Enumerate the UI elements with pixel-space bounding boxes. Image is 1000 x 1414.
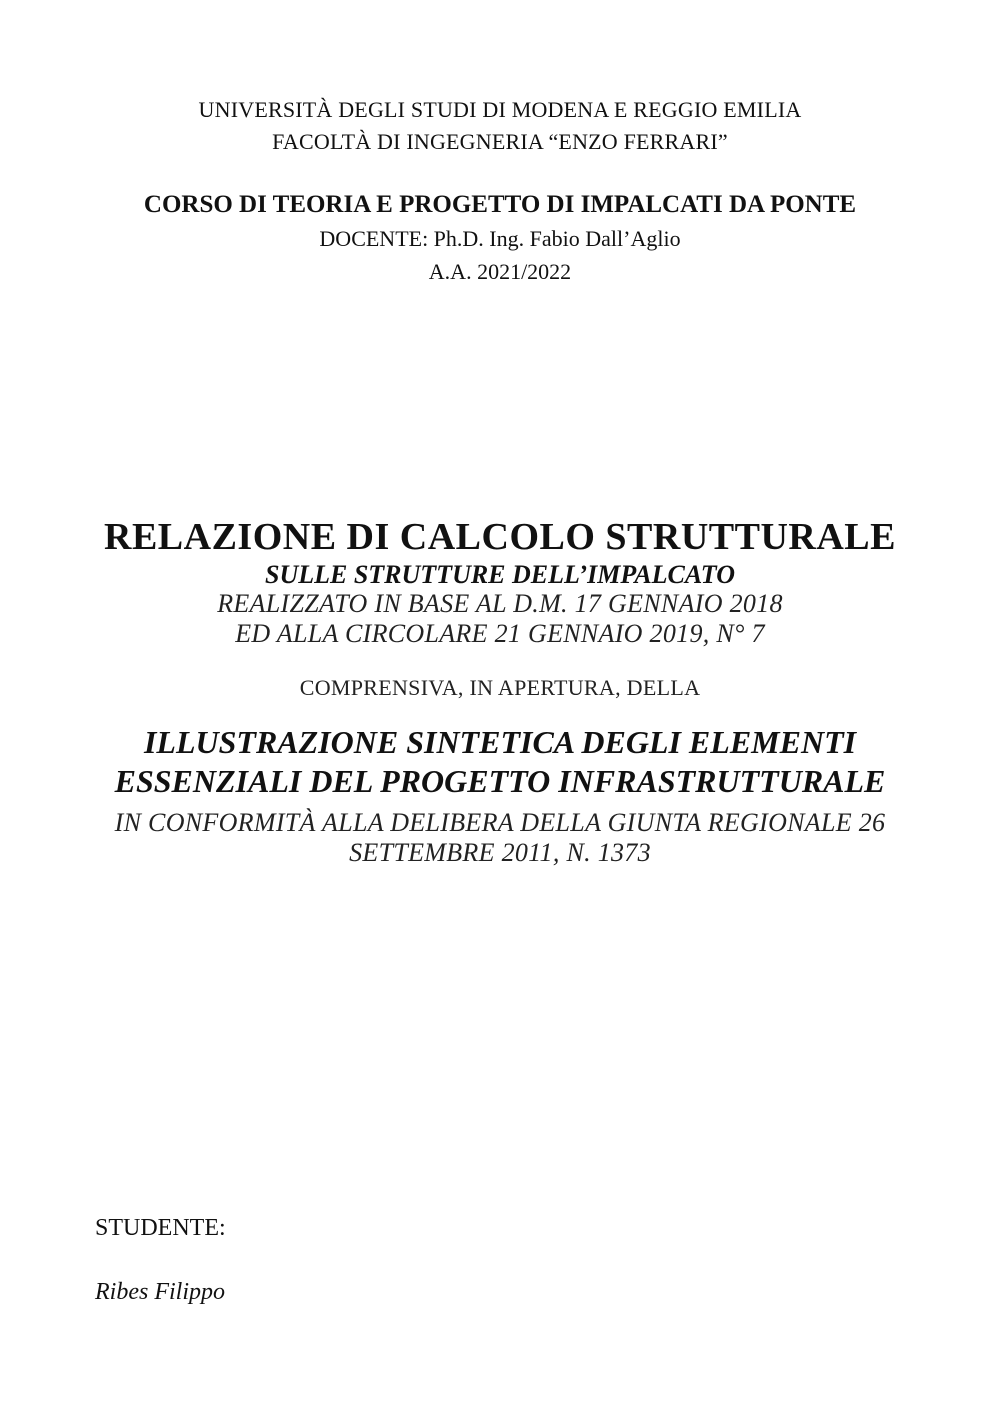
secondary-title-line-2: ESSENZIALI DEL PROGETTO INFRASTRUTTURALE	[114, 763, 886, 799]
student-name: Ribes Filippo	[95, 1279, 225, 1305]
report-connector: COMPRENSIVA, IN APERTURA, DELLA	[299, 675, 701, 700]
academic-year: A.A. 2021/2022	[428, 259, 572, 284]
report-basis-line-1: REALIZZATO IN BASE AL D.M. 17 GENNAIO 2018	[217, 589, 783, 618]
course-teacher: DOCENTE: Ph.D. Ing. Fabio Dall’Aglio	[319, 226, 681, 251]
conformity-line-2: SETTEMBRE 2011, N. 1373	[349, 838, 651, 867]
report-title: RELAZIONE DI CALCOLO STRUTTURALE	[104, 516, 896, 558]
report-subtitle: SULLE STRUTTURE DELL’IMPALCATO	[265, 560, 735, 589]
conformity-line-1: IN CONFORMITÀ ALLA DELIBERA DELLA GIUNTA REGIONALE 26	[114, 808, 886, 837]
university-name: UNIVERSITÀ DEGLI STUDI DI MODENA E REGGIO EMILIA	[198, 97, 802, 122]
report-basis-line-2: ED ALLA CIRCOLARE 21 GENNAIO 2019, N° 7	[235, 619, 765, 648]
faculty-name: FACOLTÀ DI INGEGNERIA “ENZO FERRARI”	[272, 129, 728, 154]
course-title: CORSO DI TEORIA E PROGETTO DI IMPALCATI DA PONTE	[143, 191, 857, 218]
student-label: STUDENTE:	[95, 1215, 226, 1241]
secondary-title-line-1: ILLUSTRAZIONE SINTETICA DEGLI ELEMENTI	[143, 724, 857, 760]
